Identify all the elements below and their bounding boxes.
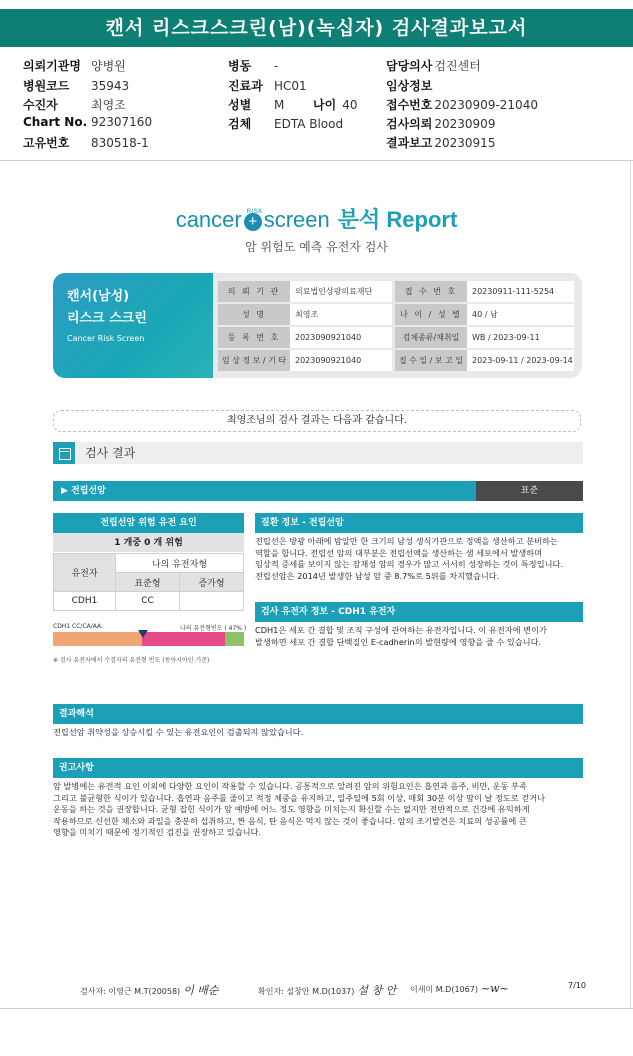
header-row: 의뢰기관명 양병원 — [23, 59, 126, 73]
divider — [0, 160, 633, 161]
header-row: 결과보고 20230915 — [386, 136, 496, 150]
report-title: 캔서 리스크스크린(남)(녹십자) 검사결과보고서 — [0, 9, 633, 47]
header-row: 고유번호 830518-1 — [23, 136, 149, 150]
header-row: 검사의뢰 20230909 — [386, 117, 496, 131]
header-row: 접수번호 20230909-21040 — [386, 98, 538, 112]
scale-segment-mid — [142, 632, 225, 646]
disease-info-text: 전립선은 방광 아래에 밤알만 한 크기의 남성 생식기관으로 정액을 생산하고 분비하는 역할을 합니다. 전립선 암의 대부분은 전립선액을 생산하는 샘 세포에서 발생하며 임상적 증세를 보이지 않는 잠재성 암의 경우가 많고 서서히 성장하는 것이 특징입니다. 전립선암은 2014년 발생한 남성 암 중 8.7%로 5위를 차지했습니다. — [255, 536, 564, 581]
doctor-signature: 이새미 M.D(1067) ~w~ — [410, 982, 509, 995]
header-row: 검체 EDTA Blood — [228, 117, 344, 131]
gene-name: CDH1 — [54, 592, 116, 611]
brand-logo: cancer + RISK screen 분석 Report — [175, 207, 458, 232]
scale-right-label: 나의 유전형빈도 ( 47% ) — [180, 625, 247, 632]
tester-signature: 검사자: 이영근 M.T(20058) 이 배순 — [80, 984, 219, 997]
divider — [630, 160, 631, 1008]
header-row: 수진자 최영조 — [23, 98, 126, 112]
col-gene: 유전자 — [54, 554, 116, 592]
header-row: Chart No. 92307160 — [23, 115, 153, 129]
interpretation-title: 결과해석 — [53, 704, 583, 724]
header-row-age: 나이 40 — [313, 98, 358, 112]
divider — [0, 1008, 633, 1009]
disease-info-title: 질환 정보 - 전립선암 — [255, 513, 583, 533]
recommendation-text: 암 발병에는 유전적 요인 이외에 다양한 요인이 작용할 수 있습니다. 공통적으로 알려진 암의 위험요인은 흡연과 음주, 비만, 운동 부족 그리고 불균형한 식이가 있습니다. 흡연과 음주를 줄이고 적정 체중을 유지하고, 일주일에 5회 이상, 매회 30분 이상 땀이 날 정도로 걷거나 운동을 하는 것을 권장합니다. 균형 잡힌 식이가 암 예방에 어느 정도 영향을 미치는지 확신할 수는 없지만 전반적으로 건강에 유익하게 작용하므로 신선한 채소와 과일을 충분히 섭취하고, 짠 음식, 탄 음식은 먹지 않는 것이 좋습니다. 암의 조기발견은 치료의 성공률에 큰 영향을 미치기 때문에 정기적인 검진을 권장하고 있습니다. — [53, 781, 546, 838]
status-badge: 표준 — [476, 481, 583, 501]
result-notice: 최영조님의 검사 결과는 다음과 같습니다. — [53, 410, 581, 432]
col-genotype: 나의 유전자형 — [116, 554, 244, 573]
frequency-marker-icon — [138, 630, 148, 638]
risk-factor-table: 전립선암 위험 유전 요인 1 개중 0 개 위험 유전자 나의 유전자형 표준형 증가형 CDH1 CC — [53, 513, 244, 611]
scale-segment-high — [225, 632, 244, 646]
gene-info-title: 검사 유전자 정보 - CDH1 유전자 — [255, 602, 583, 622]
section-header: 검사 결과 — [53, 442, 583, 464]
header-row: 병원코드 35943 — [23, 79, 130, 93]
standard-value: CC — [116, 592, 180, 611]
interpretation-text: 전립선암 취약성을 상승시킬 수 있는 유전요인이 검출되지 않았습니다. — [53, 727, 304, 737]
card-banner: 캔서(남성) 리스크 스크린 Cancer Risk Screen — [53, 273, 213, 378]
result-icon — [53, 442, 75, 464]
gene-info-text: CDH1은 세포 간 결합 및 조직 구성에 관여하는 유전자입니다. 이 유전자에 변이가 발생하면 세포 간 결합 단백질인 E-cadherin의 발현량에 영향을 줄 수 있습니다. — [255, 625, 547, 647]
confirmer-signature: 확인자: 설창안 M.D(1037) 설 창 안 — [258, 984, 397, 997]
col-standard: 표준형 — [116, 573, 180, 592]
cancer-type-bar: ▶ 전립선암 — [53, 481, 476, 501]
plus-icon: + RISK — [244, 213, 262, 231]
report-subtitle: 암 위험도 예측 유전자 검사 — [245, 240, 388, 254]
recommendation-title: 권고사항 — [53, 758, 583, 778]
header-row: 임상정보 — [386, 79, 433, 93]
scale-left-label: CDH1 CC/CA/AA: — [53, 623, 104, 630]
header-row: 병동 - — [228, 59, 279, 73]
header-row: 담당의사 검진센터 — [386, 59, 481, 73]
page-number: 7/10 — [568, 981, 586, 990]
col-increased: 증가형 — [180, 573, 244, 592]
header-row: 성별 M — [228, 98, 285, 112]
increased-value — [180, 592, 244, 611]
scale-segment-low — [53, 632, 142, 646]
header-row: 진료과 HC01 — [228, 79, 307, 93]
frequency-scale — [53, 632, 244, 646]
scale-footnote: ※ 검사 유전자에서 수검자의 유전형 빈도 (동아시아인 기준) — [53, 657, 210, 664]
